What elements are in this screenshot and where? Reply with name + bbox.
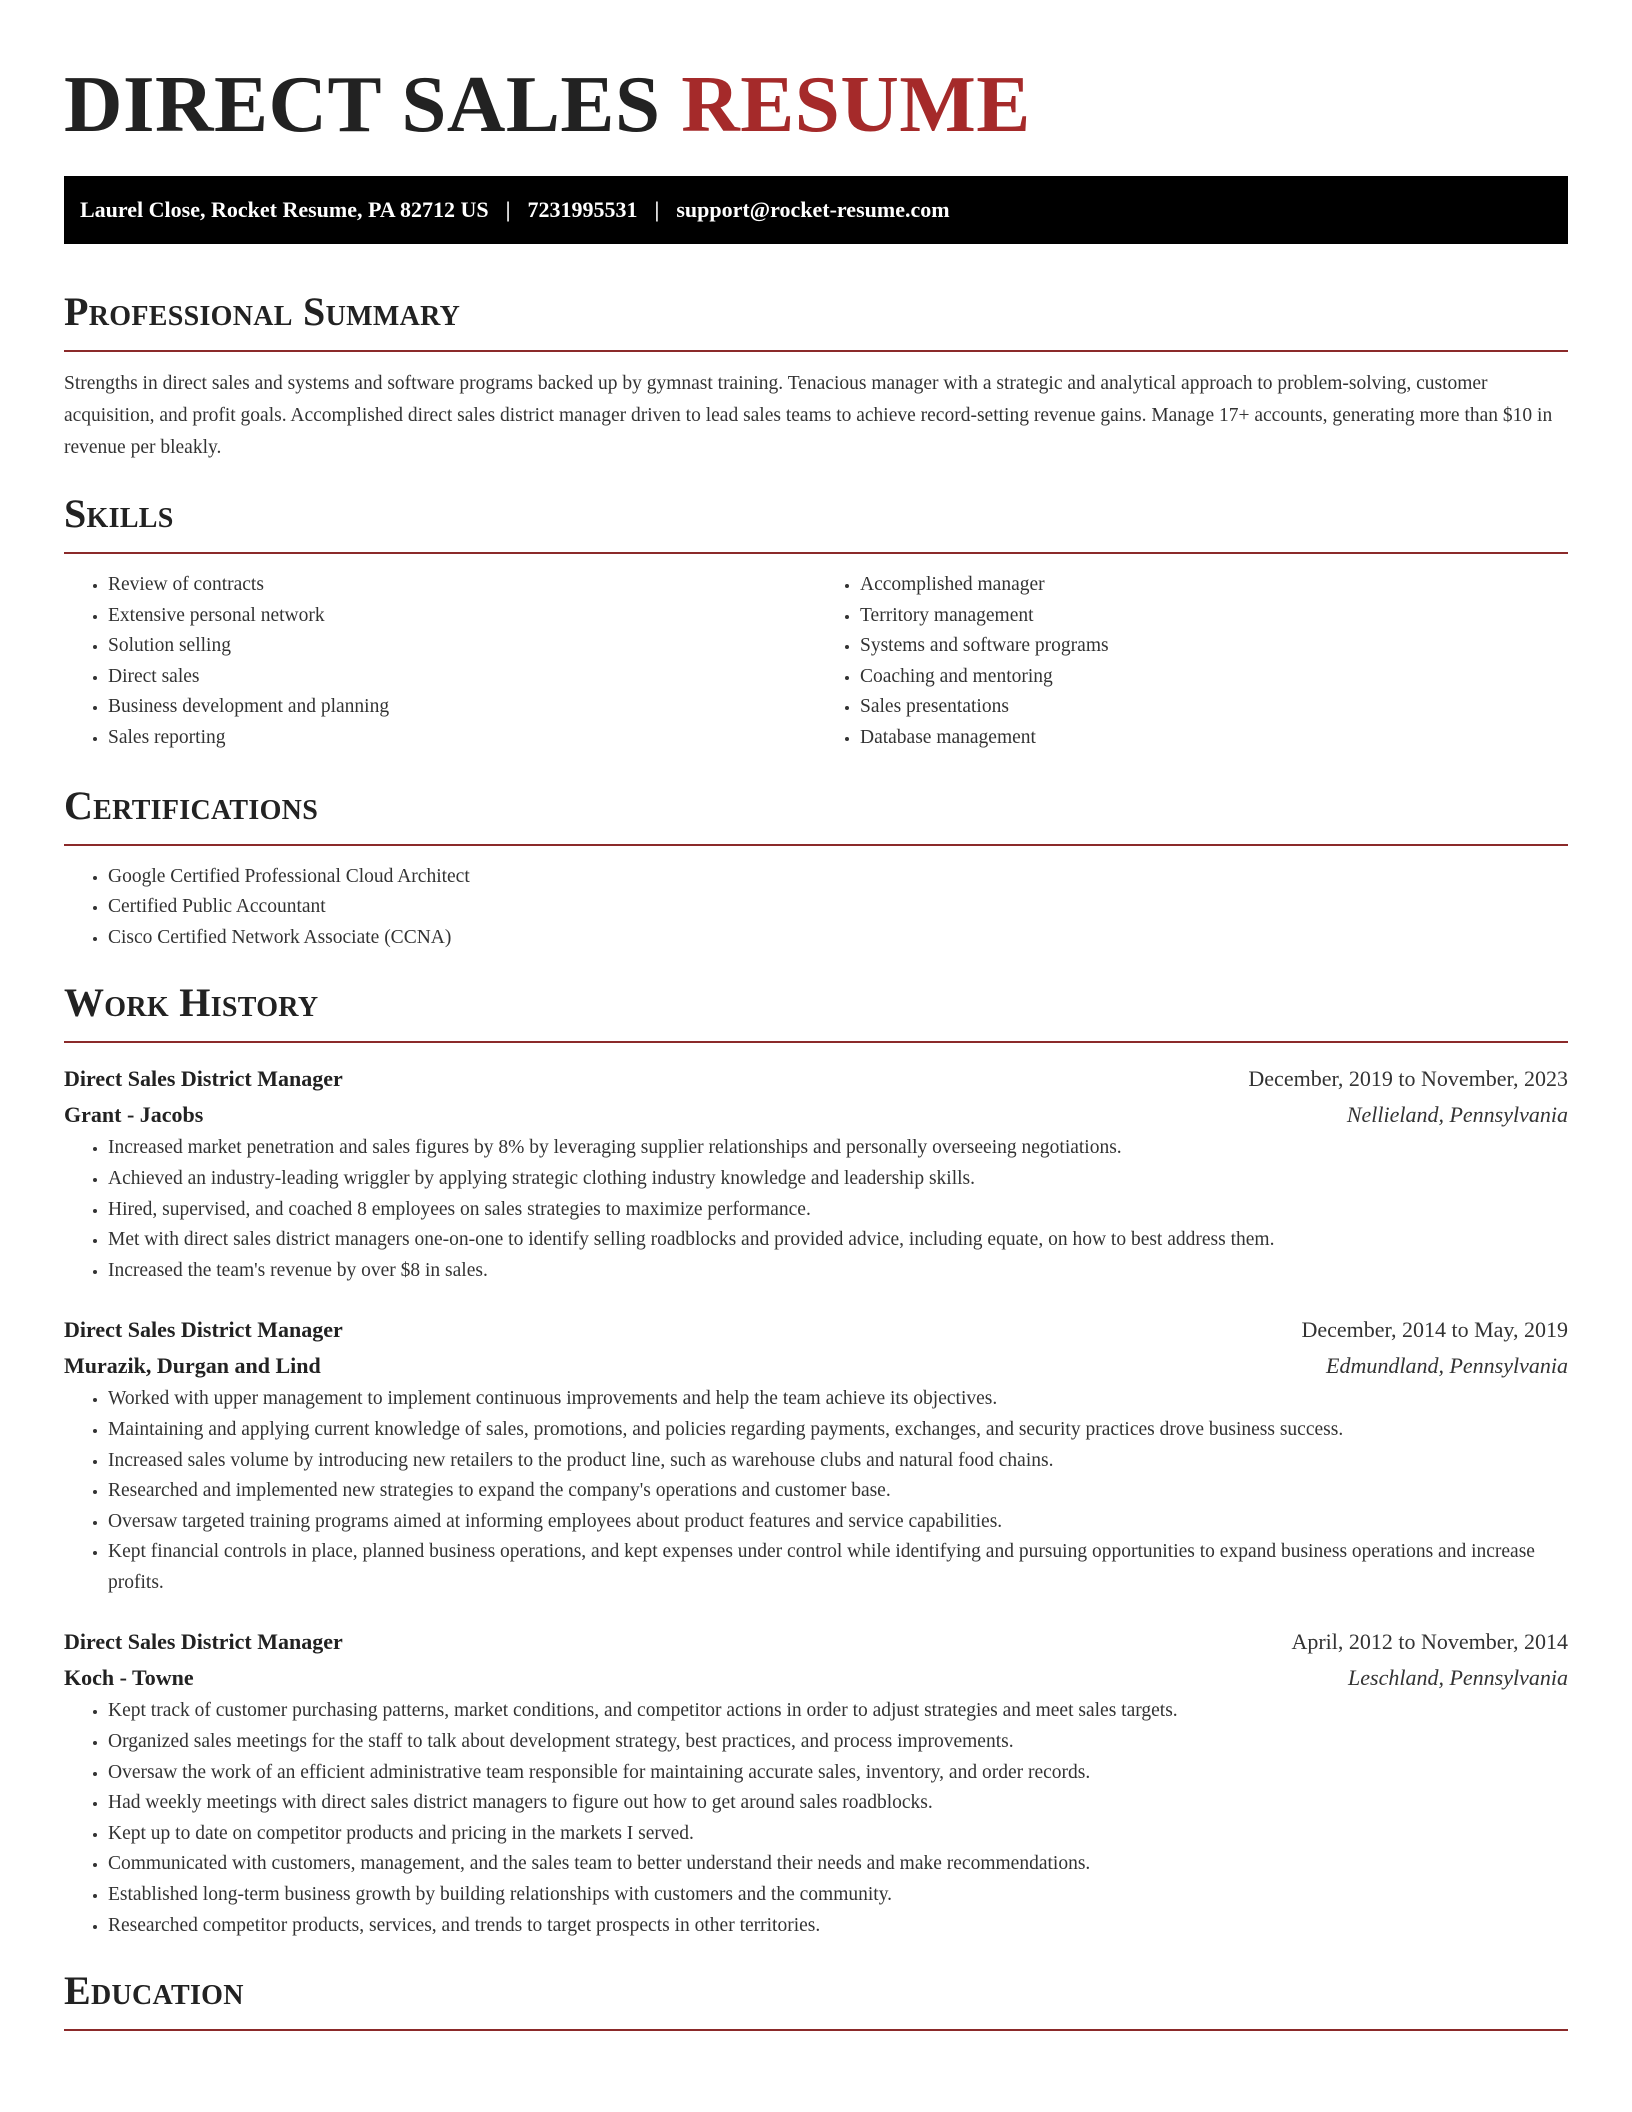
- job-dates: December, 2019 to November, 2023: [1248, 1066, 1568, 1092]
- section-heading-education: Education: [64, 1968, 244, 2014]
- job-bullet: • Met with direct sales district managers one-on-one to identify selling roadblocks and provided advice, including equate, on how to best address them.: [108, 1225, 1568, 1256]
- job-location: Nellieland, Pennsylvania: [1346, 1102, 1568, 1128]
- summary-text: Strengths in direct sales and systems and software programs backed up by gymnast training. Tenacious manager with a strategic and analytical approach to problem-solving, customer acquisition, and profit goals. Accomplished direct sales district manager driven to lead sales teams to achieve record-setting revenue gains. Manage 17+ accounts, generating more than $10 in revenue per bleakly.: [64, 373, 1553, 458]
- job-bullet: • Communicated with customers, management, and the sales team to better understand their needs and make recommendations.: [108, 1849, 1568, 1880]
- section-heading-work-history: Work History: [64, 980, 319, 1026]
- job-subheader-row: [64, 1348, 1568, 1384]
- contact-separator: |: [654, 197, 660, 222]
- job-bullet: • Oversaw targeted training programs aimed at informing employees about product features and service capabilities.: [108, 1507, 1568, 1538]
- skill-item: • Review of contracts: [108, 570, 816, 601]
- job-bullets: [64, 1696, 1568, 1941]
- skill-item: • Sales reporting: [108, 723, 816, 754]
- contact-email: support@rocket-resume.com: [676, 197, 950, 222]
- job-bullet: • Maintaining and applying current knowledge of sales, promotions, and policies regarding payments, exchanges, and security practices drove business success.: [108, 1415, 1568, 1446]
- job-bullet: • Achieved an industry-leading wriggler by applying strategic clothing industry knowledge and leadership skills.: [108, 1164, 1568, 1195]
- skill-item: • Sales presentations: [860, 692, 1568, 723]
- section-divider: [64, 552, 1568, 554]
- skills-list-left: [64, 570, 816, 754]
- job-location: Leschland, Pennsylvania: [1348, 1665, 1568, 1691]
- skill-item: • Database management: [860, 723, 1568, 754]
- contact-bar: [64, 176, 1568, 244]
- job-company: Koch - Towne: [64, 1665, 194, 1691]
- certifications-list: [64, 862, 1568, 954]
- section-divider: [64, 350, 1568, 352]
- job-bullet: • Kept up to date on competitor products and pricing in the markets I served.: [108, 1819, 1568, 1850]
- title-primary: DIRECT SALES: [64, 59, 661, 149]
- section-divider: [64, 1041, 1568, 1043]
- job-bullet: • Had weekly meetings with direct sales district managers to figure out how to get around sales roadblocks.: [108, 1788, 1568, 1819]
- job-header-row: [64, 1061, 1568, 1097]
- skill-item: • Systems and software programs: [860, 631, 1568, 662]
- job-header-row: [64, 1312, 1568, 1348]
- job-bullet: • Increased market penetration and sales figures by 8% by leveraging supplier relationships and personally overseeing negotiations.: [108, 1133, 1568, 1164]
- job-bullet: • Established long-term business growth by building relationships with customers and the community.: [108, 1880, 1568, 1911]
- job-bullet: • Organized sales meetings for the staff to talk about development strategy, best practices, and process improvements.: [108, 1727, 1568, 1758]
- job-bullet: • Increased sales volume by introducing new retailers to the product line, such as warehouse clubs and natural food chains.: [108, 1446, 1568, 1477]
- education-section: [64, 1967, 1568, 2031]
- contact-address: Laurel Close, Rocket Resume, PA 82712 US: [80, 197, 489, 222]
- job-entry: [64, 1312, 1568, 1598]
- skill-item: • Business development and planning: [108, 692, 816, 723]
- job-dates: December, 2014 to May, 2019: [1301, 1317, 1568, 1343]
- job-entry: [64, 1624, 1568, 1941]
- job-bullet: • Kept financial controls in place, planned business operations, and kept expenses under control while identifying and pursuing opportunities to expand business operations and increase profits.: [108, 1537, 1568, 1598]
- section-heading-summary: Professional Summary: [64, 289, 461, 334]
- summary-section: [64, 288, 1568, 464]
- skill-item: • Accomplished manager: [860, 570, 1568, 601]
- job-title: Direct Sales District Manager: [64, 1317, 343, 1343]
- certification-item: • Cisco Certified Network Associate (CCNA): [108, 923, 1568, 954]
- contact-separator: |: [505, 197, 511, 222]
- job-bullet: • Kept track of customer purchasing patterns, market conditions, and competitor actions in order to adjust strategies and meet sales targets.: [108, 1696, 1568, 1727]
- job-bullet: • Hired, supervised, and coached 8 employees on sales strategies to maximize performance.: [108, 1195, 1568, 1226]
- certification-item: • Google Certified Professional Cloud Architect: [108, 862, 1568, 893]
- job-bullet: • Oversaw the work of an efficient administrative team responsible for maintaining accurate sales, inventory, and order records.: [108, 1758, 1568, 1789]
- section-heading-skills: Skills: [64, 491, 174, 536]
- job-bullet: • Researched competitor products, services, and trends to target prospects in other territories.: [108, 1911, 1568, 1942]
- skill-item: • Solution selling: [108, 631, 816, 662]
- job-company: Murazik, Durgan and Lind: [64, 1353, 321, 1379]
- section-divider: [64, 844, 1568, 846]
- skill-item: • Direct sales: [108, 662, 816, 693]
- job-bullet: • Worked with upper management to implement continuous improvements and help the team achieve its objectives.: [108, 1384, 1568, 1415]
- resume-title: [64, 56, 1568, 152]
- job-bullets: [64, 1384, 1568, 1598]
- work-history-section: [64, 979, 1568, 1941]
- skill-item: • Territory management: [860, 601, 1568, 632]
- certifications-section: [64, 782, 1568, 954]
- section-heading-certifications: Certifications: [64, 782, 319, 828]
- job-location: Edmundland, Pennsylvania: [1326, 1353, 1568, 1379]
- job-bullet: • Increased the team's revenue by over $8 in sales.: [108, 1256, 1568, 1287]
- skill-item: • Extensive personal network: [108, 601, 816, 632]
- skills-section: [64, 490, 1568, 754]
- skills-list-right: [816, 570, 1568, 754]
- job-header-row: [64, 1624, 1568, 1660]
- job-dates: April, 2012 to November, 2014: [1291, 1629, 1568, 1655]
- contact-phone: 7231995531: [527, 197, 638, 222]
- skills-grid: [64, 570, 1568, 754]
- job-company: Grant - Jacobs: [64, 1102, 204, 1128]
- job-title: Direct Sales District Manager: [64, 1066, 343, 1092]
- certification-item: • Certified Public Accountant: [108, 892, 1568, 923]
- job-bullet: • Researched and implemented new strategies to expand the company's operations and customer base.: [108, 1476, 1568, 1507]
- section-divider: [64, 2029, 1568, 2031]
- job-subheader-row: [64, 1660, 1568, 1696]
- job-entry: [64, 1061, 1568, 1286]
- job-bullets: [64, 1133, 1568, 1286]
- job-subheader-row: [64, 1097, 1568, 1133]
- skill-item: • Coaching and mentoring: [860, 662, 1568, 693]
- job-title: Direct Sales District Manager: [64, 1629, 343, 1655]
- title-accent: RESUME: [681, 59, 1031, 149]
